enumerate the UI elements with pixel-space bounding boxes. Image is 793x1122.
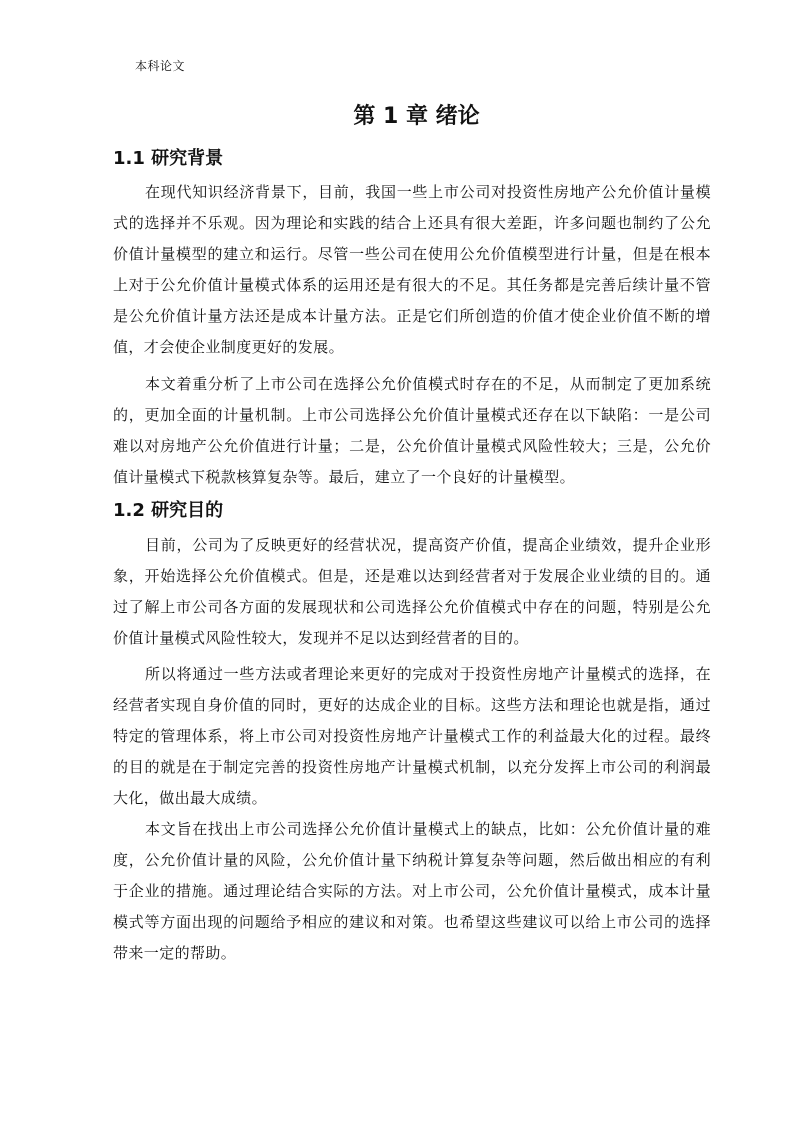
paragraph: 目前，公司为了反映更好的经营状况，提高资产价值，提高企业绩效，提升企业形象，开始选择公允价值模式。但是，还是难以达到经营者对于发展企业业绩的目的。通过了解上市公司各方面的发展现状和公司选择公允价值模式中存在的问题，特别是公允价值计量模式风险性较大，发现并不足以达到经营者的目的。 — [113, 536, 711, 647]
paragraph: 本文着重分析了上市公司在选择公允价值模式时存在的不足，从而制定了更加系统的，更加全面的计量机制。上市公司选择公允价值计量模式还存在以下缺陷：一是公司难以对房地产公允价值进行计量；二是，公允价值计量模式风险性较大；三是，公允价值计量模式下税款核算复杂等。最后，建立了一个良好的计量模型。 — [113, 375, 711, 486]
paragraph: 所以将通过一些方法或者理论来更好的完成对于投资性房地产计量模式的选择，在经营者实现自身价值的同时，更好的达成企业的目标。这些方法和理论也就是指，通过特定的管理体系，将上市公司对投资性房地产计量模式工作的利益最大化的过程。最终的目的就是在于制定完善的投资性房地产计量模式机制，以充分发挥上市公司的利润最大化，做出最大成绩。 — [113, 665, 711, 807]
paragraph: 在现代知识经济背景下，目前，我国一些上市公司对投资性房地产公允价值计量模式的选择并不乐观。因为理论和实践的结合上还具有很大差距，许多问题也制约了公允价值计量模型的建立和运行。尽管一些公司在使用公允价值模型进行计量，但是在根本上对于公允价值计量模式体系的运用还是有很大的不足。其任务都是完善后续计量不管是公允价值计量方法还是成本计量方法。正是它们所创造的价值才使企业价值不断的增值，才会使企业制度更好的发展。 — [113, 183, 711, 356]
chapter-title: 第 1 章 绪论 — [353, 104, 480, 129]
running-header: 本科论文 — [135, 59, 186, 73]
section-heading-research-purpose: 1.2 研究目的 — [113, 500, 224, 521]
section-heading-research-background: 1.1 研究背景 — [113, 148, 224, 169]
paragraph: 本文旨在找出上市公司选择公允价值计量模式上的缺点，比如：公允价值计量的难度，公允价值计量的风险，公允价值计量下纳税计算复杂等问题，然后做出相应的有利于企业的措施。通过理论结合实际的方法。对上市公司，公允价值计量模式，成本计量模式等方面出现的问题给予相应的建议和对策。也希望这些建议可以给上市公司的选择带来一定的帮助。 — [113, 820, 711, 962]
